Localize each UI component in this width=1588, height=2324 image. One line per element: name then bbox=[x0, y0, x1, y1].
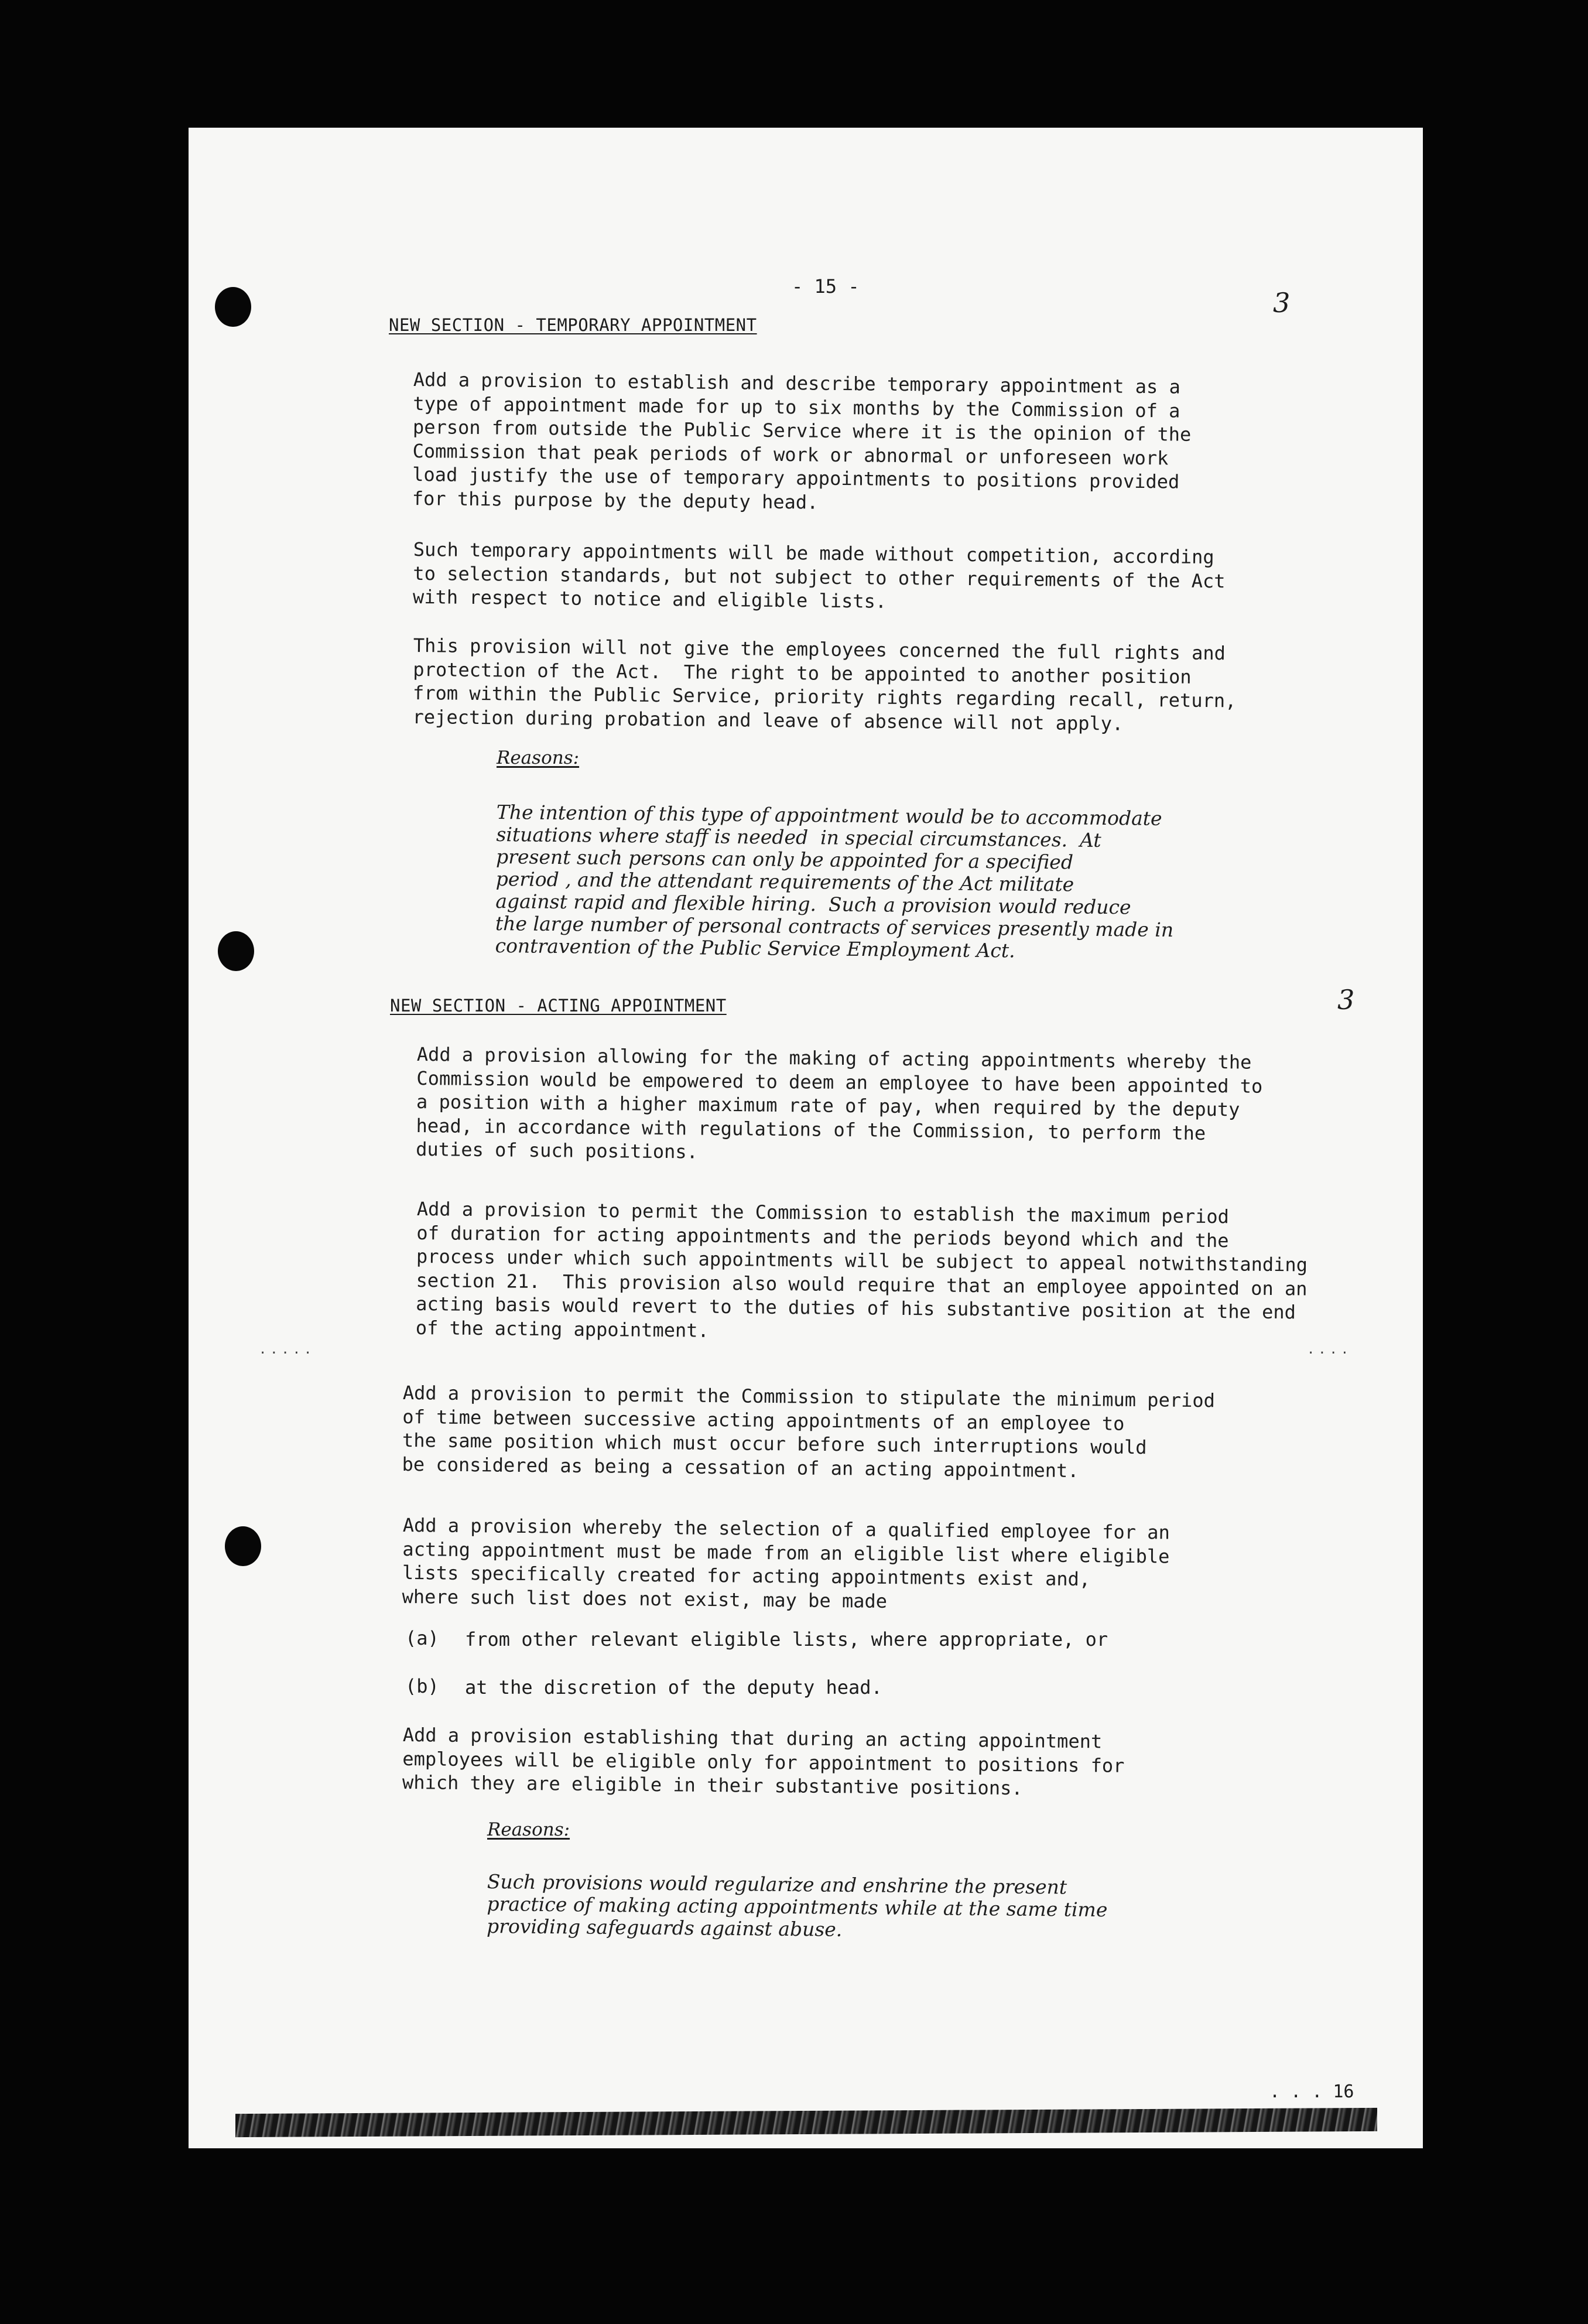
list-item-text: from other relevant eligible lists, where appropriate, or bbox=[465, 1628, 1108, 1650]
list-item-text: at the discretion of the deputy head. bbox=[465, 1676, 882, 1698]
scan-edge-artifact bbox=[235, 2108, 1377, 2137]
paragraph-acting-eligibility: Add a provision establishing that during an acting appointment employees will be eligible only for appointment to positions for which they are eligible in their substantive positions. bbox=[402, 1724, 1125, 1800]
paragraph-temporary-definition: Add a provision to establish and describe temporary appointment as a type of appointment made for up to six months by the Commission of a person from outside the Public Service where it is the opinion of the Commission that peak periods of work or abnormal or unforeseen work load justify the use of temporary appointments to positions provided for this purpose by the deputy head. bbox=[412, 368, 1192, 514]
list-item-label: (b) bbox=[405, 1675, 439, 1697]
punch-hole bbox=[225, 1526, 261, 1566]
punch-hole bbox=[218, 931, 254, 971]
paragraph-temporary-rights: This provision will not give the employees concerned the full rights and protection of the Act. The right to be appointed to another position from within the Public Service, priority rights regarding recall, return, rejection during probation and leave of absence will not apply. bbox=[412, 634, 1237, 735]
reasons-label: Reasons: bbox=[497, 747, 580, 768]
paragraph-temporary-competition: Such temporary appointments will be made without competition, according to selection standards, but not subject to other requirements of the Act with respect to notice and eligible lists. bbox=[412, 538, 1226, 613]
section-marker: 3 bbox=[1273, 287, 1291, 319]
page-number: - 15 - bbox=[792, 275, 860, 298]
paragraph-acting-interval: Add a provision to permit the Commission to stipulate the minimum period of time between successive acting appointments of an employee to the same position which must occur before such interruptions would be considered as being a cessation of an acting appointment. bbox=[402, 1382, 1216, 1482]
document-page bbox=[189, 128, 1423, 2148]
paragraph-acting-selection: Add a provision whereby the selection of a qualified employee for an acting appointment must be made from an eligible list where eligible lists specifically created for acting appointments exist and, where such list does not exist, may be made bbox=[402, 1514, 1170, 1612]
reasons-text-acting: Such provisions would regularize and enshrine the present practice of making acting appointments while at the same time providing safeguards against abuse. bbox=[486, 1870, 1108, 1941]
list-item-label: (a) bbox=[405, 1627, 439, 1649]
section-heading-temporary: NEW SECTION - TEMPORARY APPOINTMENT bbox=[389, 315, 757, 335]
punch-hole bbox=[215, 287, 251, 327]
section-marker: 3 bbox=[1337, 984, 1355, 1016]
continuation-page-ref: . . . 16 bbox=[1269, 2082, 1354, 2102]
section-heading-acting: NEW SECTION - ACTING APPOINTMENT bbox=[390, 996, 727, 1016]
scan-artifact: ····· bbox=[259, 1346, 316, 1361]
paragraph-acting-definition: Add a provision allowing for the making of acting appointments whereby the Commission would be empowered to deem an employee to have been appointed to a position with a higher maximum rate of pay, when required by the deputy head, in accordance with regulations of the Commission, to perform the duties of such positions. bbox=[416, 1043, 1263, 1163]
paragraph-acting-duration: Add a provision to permit the Commission to establish the maximum period of duration for acting appointments and the periods beyond which and the process under which such appointments will be subject to appeal notwithstanding section 21. This provision also would require that an employee appointed on an acting basis would revert to the duties of his substantive position at the end of the acting appointment. bbox=[415, 1198, 1308, 1342]
reasons-label: Reasons: bbox=[487, 1819, 570, 1840]
scan-artifact: ···· bbox=[1307, 1346, 1352, 1361]
reasons-text-temporary: The intention of this type of appointment would be to accommodate situations where staff is needed in special circumstances. At present such persons can only be appointed for a specified period , and the attendant requirements of the Act militate against rapid and flexible hiring. Such a provision would reduce the large number of personal contracts of services presently made in contravention of the Public Service Employment Act. bbox=[495, 801, 1174, 962]
